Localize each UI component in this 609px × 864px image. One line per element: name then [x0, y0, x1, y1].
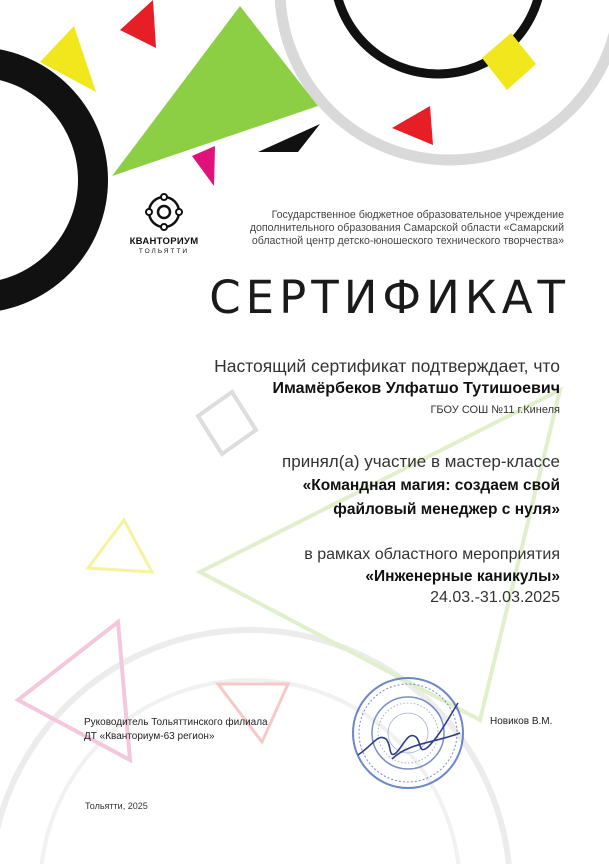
- logo-city: ТОЛЬЯТТИ: [138, 248, 190, 255]
- recipient-name: Имамёрбеков Улфатшо Тутишоевич: [272, 380, 560, 397]
- recipient-school: ГБОУ СОШ №11 г.Кинеля: [430, 404, 560, 416]
- masterclass-title-line-2: файловый менеджер с нуля»: [333, 501, 560, 518]
- black-ring-decoration: [0, 62, 93, 298]
- kvantorium-logo: [118, 192, 210, 262]
- logo-name: КВАНТОРИУМ: [129, 236, 199, 247]
- confirms-text: Настоящий сертификат подтверждает, что: [214, 356, 560, 376]
- certificate-title: СЕРТИФИКАТ: [209, 271, 570, 324]
- yellow-square-decoration: [482, 33, 536, 90]
- event-dates: 24.03.-31.03.2025: [430, 589, 560, 606]
- organization-line-1: Государственное бюджетное образовательное учреждение: [271, 209, 564, 221]
- signatory-position-line-2: ДТ «Кванториум-63 регион»: [84, 731, 215, 742]
- yellow-outline-triangle-decoration: [88, 520, 152, 572]
- signatory-position-line-1: Руководитель Тольяттинского филиала: [84, 717, 268, 728]
- event-intro: в рамках областного мероприятия: [304, 546, 560, 563]
- red-triangle-decoration: [120, 0, 156, 48]
- kvantorium-emblem-icon: [144, 192, 184, 232]
- red-triangle-right-decoration: [392, 106, 433, 145]
- event-name: «Инженерные каникулы»: [365, 568, 560, 585]
- grey-outline-square-decoration: [198, 392, 256, 454]
- grey-ring-decoration: [280, 0, 609, 160]
- organization-line-2: дополнительного образования Самарской области «Самарский: [249, 222, 564, 234]
- masterclass-title-line-1: «Командная магия: создаем свой: [302, 477, 560, 494]
- participation-text: принял(а) участие в мастер-классе: [282, 452, 560, 471]
- organization-line-3: областной центр детско-юношеского технического творчества»: [251, 235, 564, 247]
- magenta-triangle-decoration: [192, 146, 215, 186]
- organization-name: [222, 209, 564, 248]
- black-triangle-decoration: [258, 124, 320, 152]
- city-year: Тольятти, 2025: [85, 801, 148, 811]
- official-stamp-icon: [348, 673, 468, 793]
- signatory-name: Новиков В.М.: [490, 716, 553, 727]
- signatory-position: [84, 716, 268, 744]
